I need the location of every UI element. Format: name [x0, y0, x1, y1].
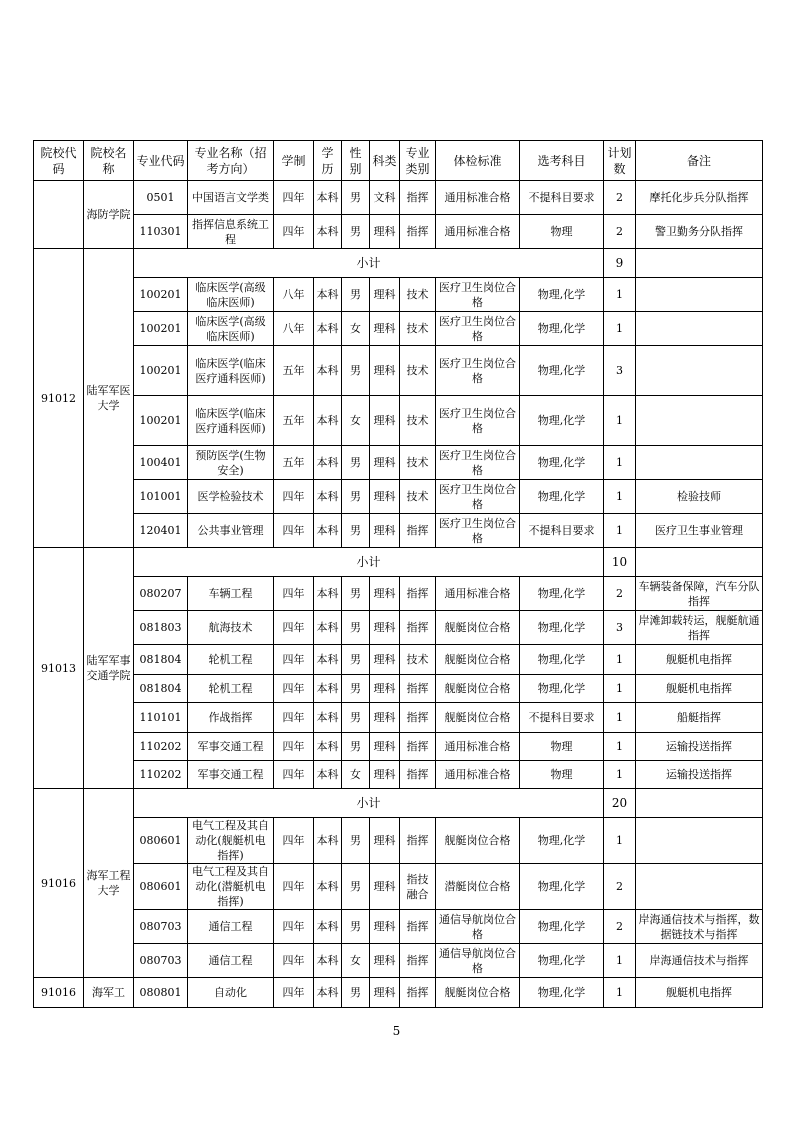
- physical-standard: 通信导航岗位合格: [436, 944, 520, 978]
- physical-standard: 医疗卫生岗位合格: [436, 312, 520, 346]
- subjects: 物理,化学: [520, 818, 604, 864]
- physical-standard: 舰艇岗位合格: [436, 675, 520, 703]
- duration: 四年: [274, 611, 314, 645]
- header-level: 学历: [314, 141, 342, 181]
- category: 理科: [370, 703, 400, 733]
- major-name: 轮机工程: [188, 645, 274, 675]
- type: 指技融合: [400, 864, 436, 910]
- major-code: 100201: [134, 278, 188, 312]
- physical-standard: 医疗卫生岗位合格: [436, 514, 520, 548]
- level: 本科: [314, 446, 342, 480]
- gender: 女: [342, 944, 370, 978]
- category: 理科: [370, 978, 400, 1008]
- gender: 男: [342, 346, 370, 396]
- category: 理科: [370, 312, 400, 346]
- school-code: 91013: [34, 548, 84, 789]
- level: 本科: [314, 818, 342, 864]
- level: 本科: [314, 480, 342, 514]
- subtotal-row: [34, 249, 763, 278]
- type: 指挥: [400, 577, 436, 611]
- duration: 四年: [274, 181, 314, 215]
- physical-standard: 通用标准合格: [436, 761, 520, 789]
- level: 本科: [314, 944, 342, 978]
- gender: 男: [342, 278, 370, 312]
- gender: 女: [342, 312, 370, 346]
- note: [636, 278, 763, 312]
- physical-standard: 医疗卫生岗位合格: [436, 396, 520, 446]
- table-row: [34, 514, 763, 548]
- physical-standard: 舰艇岗位合格: [436, 703, 520, 733]
- level: 本科: [314, 645, 342, 675]
- note: [636, 396, 763, 446]
- note: [636, 346, 763, 396]
- physical-standard: 通用标准合格: [436, 215, 520, 249]
- table-row: [34, 733, 763, 761]
- duration: 四年: [274, 944, 314, 978]
- plan-count: 2: [604, 864, 636, 910]
- note: [636, 446, 763, 480]
- plan-count: 1: [604, 645, 636, 675]
- major-code: 100201: [134, 346, 188, 396]
- subtotal-label: 小计: [134, 249, 604, 278]
- major-name: 车辆工程: [188, 577, 274, 611]
- plan-count: 1: [604, 978, 636, 1008]
- gender: 男: [342, 577, 370, 611]
- note: 岸滩卸载转运，舰艇航通指挥: [636, 611, 763, 645]
- header-subjects: 选考科目: [520, 141, 604, 181]
- category: 理科: [370, 910, 400, 944]
- subjects: 物理,化学: [520, 480, 604, 514]
- duration: 四年: [274, 978, 314, 1008]
- subjects: 物理,化学: [520, 346, 604, 396]
- major-code: 120401: [134, 514, 188, 548]
- school-name: 陆军军事交通学院: [84, 548, 134, 789]
- gender: 男: [342, 480, 370, 514]
- plan-count: 1: [604, 446, 636, 480]
- table-row: [34, 346, 763, 396]
- table-row: [34, 446, 763, 480]
- level: 本科: [314, 346, 342, 396]
- subjects: 物理,化学: [520, 396, 604, 446]
- physical-standard: 舰艇岗位合格: [436, 818, 520, 864]
- type: 技术: [400, 645, 436, 675]
- gender: 女: [342, 396, 370, 446]
- duration: 四年: [274, 675, 314, 703]
- school-code: 91016: [34, 789, 84, 978]
- plan-count: 1: [604, 733, 636, 761]
- note: 检验技师: [636, 480, 763, 514]
- category: 理科: [370, 278, 400, 312]
- major-name: 临床医学(高级临床医师): [188, 312, 274, 346]
- category: 理科: [370, 944, 400, 978]
- major-code: 100401: [134, 446, 188, 480]
- physical-standard: 通用标准合格: [436, 733, 520, 761]
- table-row: [34, 278, 763, 312]
- school-code: [34, 181, 84, 249]
- major-code: 110202: [134, 761, 188, 789]
- header-note: 备注: [636, 141, 763, 181]
- gender: 男: [342, 733, 370, 761]
- gender: 男: [342, 818, 370, 864]
- duration: 四年: [274, 733, 314, 761]
- major-name: 中国语言文学类: [188, 181, 274, 215]
- major-code: 0501: [134, 181, 188, 215]
- major-code: 081803: [134, 611, 188, 645]
- level: 本科: [314, 181, 342, 215]
- subjects: 物理,化学: [520, 978, 604, 1008]
- header-duration: 学制: [274, 141, 314, 181]
- physical-standard: 医疗卫生岗位合格: [436, 346, 520, 396]
- level: 本科: [314, 733, 342, 761]
- major-name: 通信工程: [188, 910, 274, 944]
- major-code: 080801: [134, 978, 188, 1008]
- duration: 五年: [274, 396, 314, 446]
- level: 本科: [314, 761, 342, 789]
- type: 指挥: [400, 978, 436, 1008]
- duration: 四年: [274, 818, 314, 864]
- plan-count: 2: [604, 181, 636, 215]
- type: 指挥: [400, 514, 436, 548]
- category: 理科: [370, 396, 400, 446]
- physical-standard: 医疗卫生岗位合格: [436, 446, 520, 480]
- duration: 四年: [274, 514, 314, 548]
- type: 指挥: [400, 611, 436, 645]
- physical-standard: 通信导航岗位合格: [436, 910, 520, 944]
- note: 岸海通信技术与指挥: [636, 944, 763, 978]
- level: 本科: [314, 312, 342, 346]
- duration: 四年: [274, 577, 314, 611]
- gender: 男: [342, 703, 370, 733]
- major-code: 100201: [134, 312, 188, 346]
- level: 本科: [314, 577, 342, 611]
- note: 舰艇机电指挥: [636, 978, 763, 1008]
- major-name: 临床医学(临床医疗通科医师): [188, 396, 274, 446]
- note: 车辆装备保障，汽车分队指挥: [636, 577, 763, 611]
- header-school-code: 院校代码: [34, 141, 84, 181]
- major-code: 080703: [134, 944, 188, 978]
- table-row: [34, 312, 763, 346]
- subjects: 物理: [520, 733, 604, 761]
- category: 理科: [370, 446, 400, 480]
- major-name: 指挥信息系统工程: [188, 215, 274, 249]
- school-name: 海军工: [84, 978, 134, 1008]
- subtotal-label: 小计: [134, 789, 604, 818]
- major-name: 自动化: [188, 978, 274, 1008]
- note: 警卫勤务分队指挥: [636, 215, 763, 249]
- major-code: 080703: [134, 910, 188, 944]
- table-row: [34, 761, 763, 789]
- plan-count: 2: [604, 215, 636, 249]
- table-row: [34, 978, 763, 1008]
- physical-standard: 舰艇岗位合格: [436, 978, 520, 1008]
- plan-count: 1: [604, 944, 636, 978]
- note: 摩托化步兵分队指挥: [636, 181, 763, 215]
- physical-standard: 潜艇岗位合格: [436, 864, 520, 910]
- school-code: 91016: [34, 978, 84, 1008]
- category: 理科: [370, 818, 400, 864]
- type: 技术: [400, 278, 436, 312]
- subjects: 不提科目要求: [520, 514, 604, 548]
- physical-standard: 舰艇岗位合格: [436, 645, 520, 675]
- type: 指挥: [400, 733, 436, 761]
- note: 舰艇机电指挥: [636, 645, 763, 675]
- plan-count: 1: [604, 675, 636, 703]
- type: 指挥: [400, 818, 436, 864]
- type: 指挥: [400, 703, 436, 733]
- major-name: 作战指挥: [188, 703, 274, 733]
- major-name: 电气工程及其自动化(潜艇机电指挥): [188, 864, 274, 910]
- table-row: [34, 944, 763, 978]
- school-name: 海防学院: [84, 181, 134, 249]
- category: 理科: [370, 611, 400, 645]
- gender: 男: [342, 514, 370, 548]
- duration: 四年: [274, 645, 314, 675]
- table-row: [34, 611, 763, 645]
- gender: 男: [342, 864, 370, 910]
- header-category: 科类: [370, 141, 400, 181]
- note: 岸海通信技术与指挥，数据链技术与指挥: [636, 910, 763, 944]
- page-number: 5: [392, 1024, 401, 1038]
- category: 理科: [370, 733, 400, 761]
- category: 理科: [370, 480, 400, 514]
- type: 指挥: [400, 675, 436, 703]
- plan-count: 1: [604, 278, 636, 312]
- duration: 四年: [274, 215, 314, 249]
- subtotal-count: 9: [604, 249, 636, 278]
- subtotal-count: 20: [604, 789, 636, 818]
- major-code: 110301: [134, 215, 188, 249]
- table-row: [34, 577, 763, 611]
- note: [636, 548, 763, 577]
- plan-count: 1: [604, 761, 636, 789]
- plan-count: 2: [604, 910, 636, 944]
- duration: 四年: [274, 703, 314, 733]
- gender: 男: [342, 645, 370, 675]
- note: [636, 312, 763, 346]
- gender: 男: [342, 611, 370, 645]
- major-code: 081804: [134, 675, 188, 703]
- table-row: [34, 215, 763, 249]
- type: 指挥: [400, 181, 436, 215]
- type: 技术: [400, 446, 436, 480]
- note: [636, 818, 763, 864]
- gender: 男: [342, 181, 370, 215]
- gender: 女: [342, 761, 370, 789]
- plan-count: 2: [604, 577, 636, 611]
- gender: 男: [342, 215, 370, 249]
- header-major-code: 专业代码: [134, 141, 188, 181]
- duration: 四年: [274, 761, 314, 789]
- physical-standard: 通用标准合格: [436, 181, 520, 215]
- plan-count: 3: [604, 346, 636, 396]
- type: 指挥: [400, 944, 436, 978]
- major-code: 110202: [134, 733, 188, 761]
- school-name: 陆军军医大学: [84, 249, 134, 548]
- category: 理科: [370, 215, 400, 249]
- plan-count: 1: [604, 312, 636, 346]
- category: 理科: [370, 577, 400, 611]
- duration: 四年: [274, 480, 314, 514]
- level: 本科: [314, 864, 342, 910]
- major-name: 医学检验技术: [188, 480, 274, 514]
- physical-standard: 医疗卫生岗位合格: [436, 278, 520, 312]
- level: 本科: [314, 215, 342, 249]
- major-name: 临床医学(高级临床医师): [188, 278, 274, 312]
- level: 本科: [314, 703, 342, 733]
- table-row: [34, 645, 763, 675]
- category: 理科: [370, 675, 400, 703]
- subjects: 物理,化学: [520, 944, 604, 978]
- table-row: [34, 396, 763, 446]
- note: 运输投送指挥: [636, 761, 763, 789]
- major-name: 临床医学(临床医疗通科医师): [188, 346, 274, 396]
- subjects: 物理,化学: [520, 611, 604, 645]
- major-name: 航海技术: [188, 611, 274, 645]
- note: 舰艇机电指挥: [636, 675, 763, 703]
- subjects: 物理,化学: [520, 446, 604, 480]
- table-row: [34, 818, 763, 864]
- major-code: 080207: [134, 577, 188, 611]
- duration: 八年: [274, 278, 314, 312]
- subjects: 物理,化学: [520, 675, 604, 703]
- type: 技术: [400, 312, 436, 346]
- physical-standard: 通用标准合格: [436, 577, 520, 611]
- school-name: 海军工程大学: [84, 789, 134, 978]
- duration: 五年: [274, 346, 314, 396]
- gender: 男: [342, 446, 370, 480]
- subjects: 物理,化学: [520, 577, 604, 611]
- table-row: [34, 864, 763, 910]
- level: 本科: [314, 675, 342, 703]
- level: 本科: [314, 611, 342, 645]
- type: 技术: [400, 396, 436, 446]
- physical-standard: 舰艇岗位合格: [436, 611, 520, 645]
- category: 理科: [370, 514, 400, 548]
- gender: 男: [342, 910, 370, 944]
- header-gender: 性别: [342, 141, 370, 181]
- category: 理科: [370, 761, 400, 789]
- duration: 四年: [274, 910, 314, 944]
- type: 指挥: [400, 910, 436, 944]
- subtotal-row: [34, 548, 763, 577]
- note: [636, 789, 763, 818]
- duration: 八年: [274, 312, 314, 346]
- duration: 五年: [274, 446, 314, 480]
- category: 理科: [370, 864, 400, 910]
- major-code: 081804: [134, 645, 188, 675]
- major-name: 军事交通工程: [188, 761, 274, 789]
- type: 技术: [400, 346, 436, 396]
- major-name: 通信工程: [188, 944, 274, 978]
- level: 本科: [314, 396, 342, 446]
- note: [636, 249, 763, 278]
- category: 理科: [370, 645, 400, 675]
- subjects: 物理,化学: [520, 278, 604, 312]
- major-name: 轮机工程: [188, 675, 274, 703]
- type: 指挥: [400, 761, 436, 789]
- major-name: 预防医学(生物安全): [188, 446, 274, 480]
- header-type: 专业类别: [400, 141, 436, 181]
- level: 本科: [314, 978, 342, 1008]
- major-code: 080601: [134, 818, 188, 864]
- note: [636, 864, 763, 910]
- level: 本科: [314, 514, 342, 548]
- type: 指挥: [400, 215, 436, 249]
- table-row: [34, 181, 763, 215]
- subtotal-label: 小计: [134, 548, 604, 577]
- plan-count: 3: [604, 611, 636, 645]
- gender: 男: [342, 978, 370, 1008]
- plan-count: 1: [604, 818, 636, 864]
- header-school-name: 院校名称: [84, 141, 134, 181]
- major-name: 电气工程及其自动化(舰艇机电指挥): [188, 818, 274, 864]
- header-physical: 体检标准: [436, 141, 520, 181]
- plan-count: 1: [604, 514, 636, 548]
- duration: 四年: [274, 864, 314, 910]
- subjects: 物理: [520, 761, 604, 789]
- major-code: 100201: [134, 396, 188, 446]
- category: 文科: [370, 181, 400, 215]
- note: 运输投送指挥: [636, 733, 763, 761]
- table-row: [34, 703, 763, 733]
- type: 技术: [400, 480, 436, 514]
- subjects: 物理: [520, 215, 604, 249]
- gender: 男: [342, 675, 370, 703]
- note: 船艇指挥: [636, 703, 763, 733]
- category: 理科: [370, 346, 400, 396]
- header-major-name: 专业名称（招考方向）: [188, 141, 274, 181]
- subjects: 不提科目要求: [520, 703, 604, 733]
- physical-standard: 医疗卫生岗位合格: [436, 480, 520, 514]
- major-name: 军事交通工程: [188, 733, 274, 761]
- admission-plan-table: [33, 140, 763, 1008]
- major-code: 101001: [134, 480, 188, 514]
- major-name: 公共事业管理: [188, 514, 274, 548]
- school-code: 91012: [34, 249, 84, 548]
- plan-count: 1: [604, 703, 636, 733]
- major-code: 110101: [134, 703, 188, 733]
- level: 本科: [314, 278, 342, 312]
- subtotal-row: [34, 789, 763, 818]
- plan-count: 1: [604, 396, 636, 446]
- note: 医疗卫生事业管理: [636, 514, 763, 548]
- subjects: 物理,化学: [520, 312, 604, 346]
- table-row: [34, 910, 763, 944]
- subjects: 物理,化学: [520, 910, 604, 944]
- subjects: 物理,化学: [520, 645, 604, 675]
- table-row: [34, 480, 763, 514]
- subtotal-count: 10: [604, 548, 636, 577]
- subjects: 物理,化学: [520, 864, 604, 910]
- major-code: 080601: [134, 864, 188, 910]
- header-row: [34, 141, 763, 181]
- plan-count: 1: [604, 480, 636, 514]
- subjects: 不提科目要求: [520, 181, 604, 215]
- table-row: [34, 675, 763, 703]
- header-count: 计划数: [604, 141, 636, 181]
- level: 本科: [314, 910, 342, 944]
